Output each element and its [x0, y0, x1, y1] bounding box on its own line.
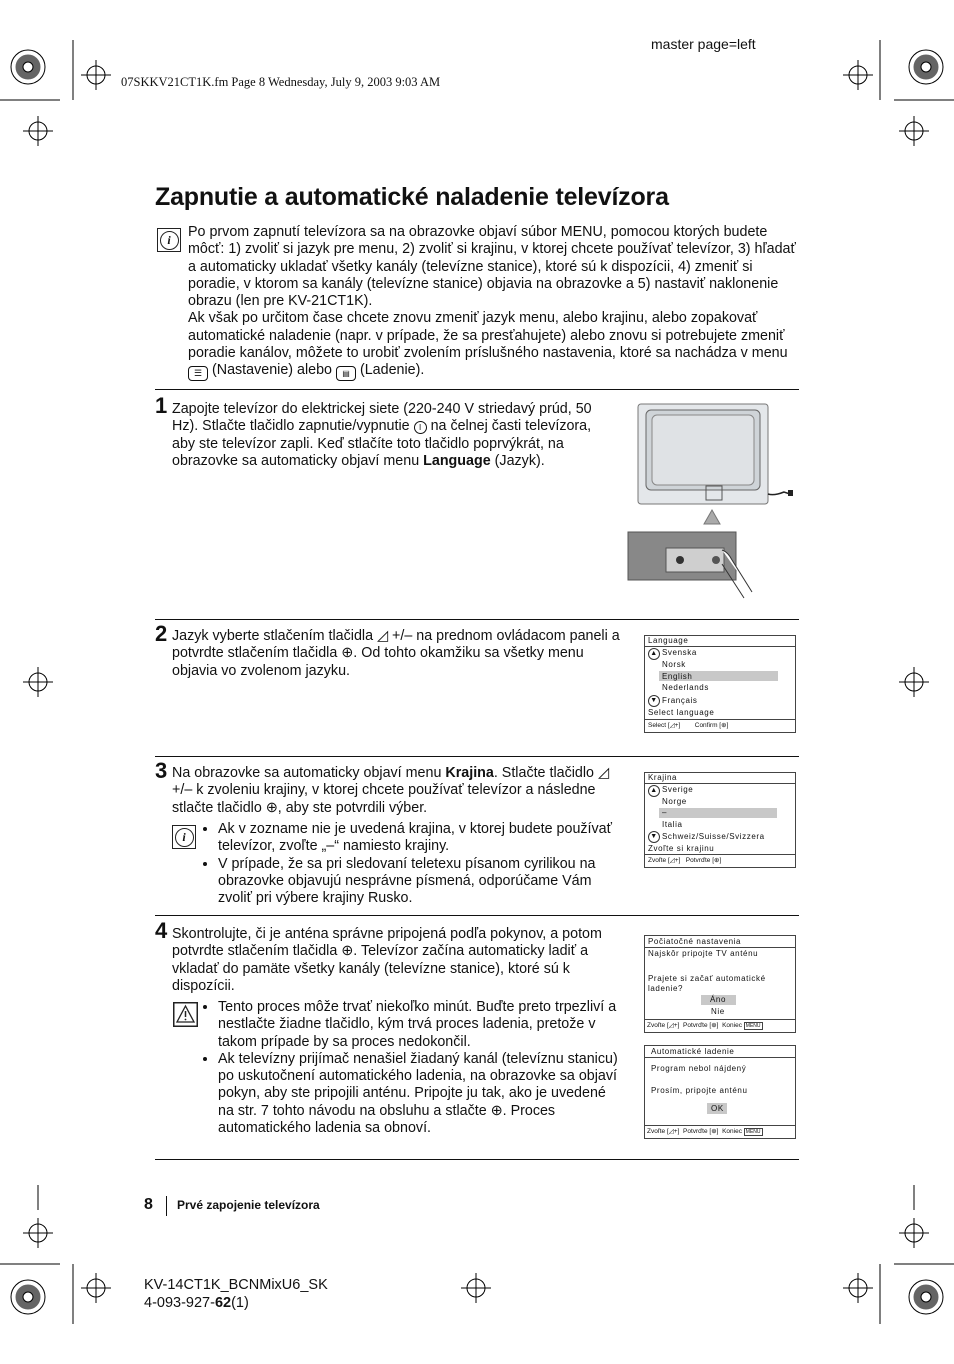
auto-tuning-menu	[644, 1045, 796, 1139]
divider	[155, 389, 799, 390]
page-number: 8	[144, 1196, 153, 1213]
menu-title: Počiatočné nastavenia	[648, 937, 742, 946]
menu-line: Najskôr pripojte TV anténu	[648, 949, 759, 958]
setup-menu-icon: ☰	[188, 366, 208, 381]
select-icon: ◿	[597, 765, 609, 781]
step-number: 3	[155, 758, 168, 783]
note-item: • Ak televízny prijímač nenašiel žiadaný kanál (televíznu stanicu) po uskutočnení automatického ladenia, na obrazovke sa objaví pokyn, aby ste pripojili anténu. Pripojte ju tak, ako je uvedené na str. 7 tohto návodu na obsluhu a stlačte ⊕. Proces automatického ladenia sa obnoví.	[218, 1051, 623, 1137]
country-menu	[644, 772, 796, 868]
model-info: KV-14CT1K_BCNMixU6_SK 4-093-927-62(1)	[144, 1277, 328, 1311]
intro-text	[188, 224, 800, 381]
divider	[155, 1159, 799, 1160]
section-name: Prvé zapojenie televízora	[177, 1198, 320, 1212]
master-page-label: master page=left	[651, 36, 756, 52]
tv-illustration	[624, 402, 799, 602]
menu-item[interactable]: Svenska	[662, 648, 697, 657]
divider	[155, 756, 799, 757]
enter-icon: ⊕	[341, 943, 354, 960]
footer-separator	[166, 1196, 167, 1216]
step-number: 1	[155, 393, 168, 418]
warning-icon	[173, 1002, 198, 1027]
divider	[155, 619, 799, 620]
intro-paragraph-1: Po prvom zapnutí televízora sa na obrazovke objaví súbor MENU, pomocou ktorých budete môcť: 1) zvoliť si jazyk pre menu, 2) zvoliť si krajinu, v ktorej chcete používať televízor, 3) hľadať a automaticky ukladať všetky kanály (televízne stanice), ktoré sú k dispozícii, 4) zmeniť si poradie, v ktorom sa kanály (televízne stanice) objavia na obrazovke a 5) nastaviť naklonenie obrazu (len pre KV-21CT1K).	[188, 224, 796, 310]
menu-item[interactable]: Nederlands	[662, 683, 709, 692]
step-4-text: Skontrolujte, či je anténa správne pripojená podľa pokynov, a potom potvrdte stlačením tlačidla ⊕. Televízor začína automaticky ladiť a vkladať do pamäte všetky kanály (televízne stanice), ktoré sú k dispozícii.	[172, 926, 602, 994]
step-3-text: Na obrazovke sa automaticky objaví menu Krajina. Stlačte tlačidlo ◿ +/– k zvoleniu krajiny, v ktorej chcete používať televízor a následne stlačte tlačidlo ⊕, aby ste potvrdili výber.	[172, 765, 609, 816]
note-item: • Tento proces môže trvať niekoľko minút. Buďte preto trpezliví a nestlačte žiadne tlačidlo, kým trvá proces ladenia, pretože v takom prípade by sa proces nedokončil.	[218, 999, 623, 1051]
select-icon: ◿	[377, 628, 389, 644]
menu-item[interactable]: Italia	[662, 820, 683, 829]
ok-button[interactable]: OK	[711, 1104, 724, 1113]
step-1-text: Zapojte televízor do elektrickej siete (220-240 V striedavý prúd, 50 Hz). Stlačte tlačidlo zapnutie/vypnutie I na čelnej časti televízora, aby ste televízor zapli. Keď stlačíte toto tlačidlo poprvýkrát, na obrazovke sa automaticky objaví menu Language (Jazyk).	[172, 401, 592, 469]
menu-title: Language	[648, 636, 689, 645]
down-arrow-icon: ▼	[648, 695, 660, 707]
menu-title: Krajina	[648, 773, 678, 782]
selection-highlight	[659, 808, 777, 818]
no-option[interactable]: Nie	[711, 1007, 725, 1016]
menu-prompt: Select language	[648, 708, 715, 717]
file-info: 07SKKV21CT1K.fm Page 8 Wednesday, July 9, 2003 9:03 AM	[121, 75, 441, 89]
info-icon: i	[157, 228, 181, 252]
menu-line: Program nebol nájdený	[651, 1064, 747, 1073]
menu-title: Automatické ladenie	[651, 1047, 735, 1056]
step-4-notes	[203, 999, 623, 1137]
menu-footer: Select [◿+] Confirm [⊕]	[645, 719, 795, 730]
page-title: Zapnutie a automatické naladenie televízora	[155, 183, 669, 211]
step-3-notes	[203, 821, 621, 907]
menu-footer: Zvoľte [◿+] Potvrďte [⊕] Koniec MENU	[645, 1125, 795, 1136]
info-icon: i	[172, 825, 196, 849]
up-arrow-icon: ▲	[648, 648, 660, 660]
menu-item[interactable]: Norge	[662, 797, 687, 806]
yes-option[interactable]: Áno	[710, 995, 727, 1004]
tuning-menu-icon: ▤	[336, 366, 356, 381]
step-number: 2	[155, 621, 168, 646]
menu-line: Prosím, pripojte anténu	[651, 1086, 748, 1095]
step-2-text: Jazyk vyberte stlačením tlačidla ◿ +/– na prednom ovládacom paneli a potvrdte stlačením tlačidla ⊕. Od tohto okamžiku sa všetky menu objavia vo zvolenom jazyku.	[172, 628, 620, 679]
initial-setup-menu	[644, 935, 796, 1033]
menu-item[interactable]: Schweiz/Suisse/Svizzera	[662, 832, 765, 841]
menu-item[interactable]: Sverige	[662, 785, 694, 794]
down-arrow-icon: ▼	[648, 831, 660, 843]
power-icon: I	[414, 421, 427, 434]
intro-paragraph-2: Ak však po určitom čase chcete znovu zmeniť jazyk menu, alebo krajinu, alebo zopakovať automatické naladenie (napr. v prípade, že sa presťahujete) alebo znovu si potrebujete zmeniť poradie kanálov, môžete to urobiť zvolením príslušného nastavenia, ktoré sa nachádza v menu ☰ (Nastavenie) alebo ▤ (Ladenie).	[188, 310, 800, 381]
menu-item[interactable]: English	[662, 672, 693, 681]
note-item: • V prípade, že sa pri sledovaní teletexu písanom cyrilikou na obrazovke objavujú nesprávne písmená, odporúčame Vám zvoliť pri výbere krajiny Rusko.	[218, 856, 621, 908]
divider	[155, 915, 799, 916]
menu-line: Prajete si začať automatické	[648, 974, 766, 983]
menu-footer: Zvoľte [◿+] Potvrďte [⊕]	[645, 854, 795, 865]
menu-prompt: Zvoľte si krajinu	[648, 844, 715, 853]
enter-icon: ⊕	[341, 645, 354, 662]
menu-item[interactable]: Français	[662, 696, 698, 705]
enter-icon: ⊕	[490, 1102, 503, 1119]
menu-line: ladenie?	[648, 984, 684, 993]
menu-item[interactable]: Norsk	[662, 660, 686, 669]
menu-item[interactable]: –	[662, 808, 668, 817]
menu-footer: Zvoľte [◿+] Potvrďte [⊕] Koniec MENU	[645, 1019, 795, 1030]
enter-icon: ⊕	[265, 799, 278, 816]
up-arrow-icon: ▲	[648, 785, 660, 797]
language-menu	[644, 635, 796, 733]
step-number: 4	[155, 918, 168, 943]
note-item: • Ak v zozname nie je uvedená krajina, v ktorej budete používať televízor, zvoľte „–“ namiesto krajiny.	[218, 821, 621, 856]
